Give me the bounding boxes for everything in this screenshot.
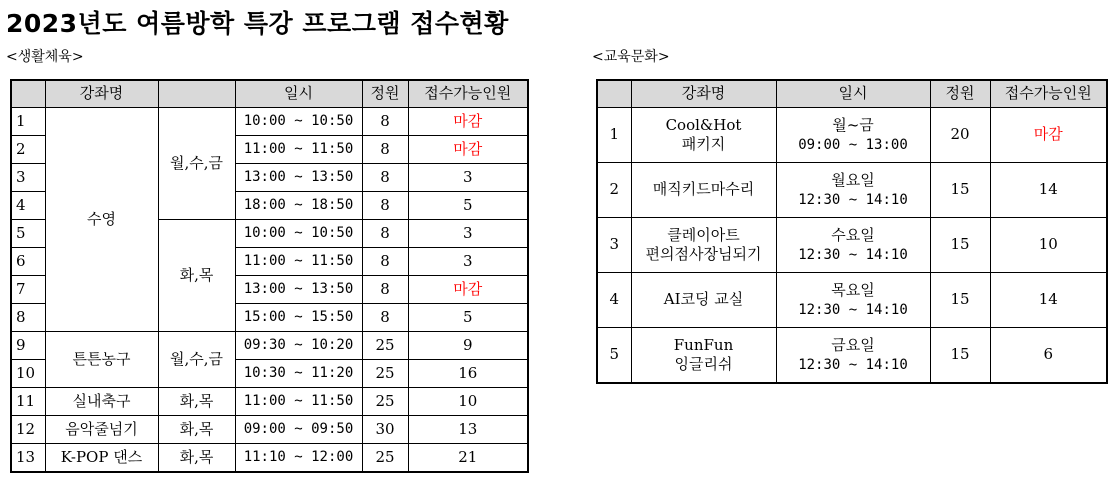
schedule-day: 수요일 xyxy=(831,226,875,245)
schedule-time: 13:00 ~ 13:50 xyxy=(235,276,362,304)
available-count: 3 xyxy=(408,248,528,276)
available-count: 3 xyxy=(408,220,528,248)
schedule-time: 09:00 ~ 13:00 xyxy=(798,136,908,153)
table-header-row xyxy=(597,80,1107,108)
schedule-time: 11:00 ~ 11:50 xyxy=(235,388,362,416)
header-cell xyxy=(11,80,45,108)
table-row xyxy=(11,332,528,360)
header-schedule: 일시 xyxy=(235,80,362,108)
available-count: 16 xyxy=(408,360,528,388)
table-row xyxy=(11,444,528,473)
row-number: 8 xyxy=(11,304,45,332)
table-row xyxy=(11,416,528,444)
available-count: 13 xyxy=(408,416,528,444)
course-name-line1: FunFun xyxy=(673,335,734,354)
available-count: 14 xyxy=(990,163,1107,218)
row-number: 6 xyxy=(11,248,45,276)
header-capacity: 정원 xyxy=(930,80,990,108)
section-label-sports: <생활체육> xyxy=(6,49,84,65)
table-header-row xyxy=(11,80,528,108)
row-number: 4 xyxy=(11,192,45,220)
row-number: 7 xyxy=(11,276,45,304)
schedule-time: 12:30 ~ 14:10 xyxy=(798,246,908,263)
course-name: 음악줄넘기 xyxy=(45,416,158,444)
capacity: 8 xyxy=(362,276,408,304)
schedule xyxy=(776,218,930,273)
schedule-day: 월요일 xyxy=(831,171,875,190)
available-count: 마감 xyxy=(408,136,528,164)
capacity: 8 xyxy=(362,192,408,220)
row-number: 3 xyxy=(11,164,45,192)
header-schedule: 일시 xyxy=(776,80,930,108)
row-number: 4 xyxy=(597,273,631,328)
schedule-time: 11:10 ~ 12:00 xyxy=(235,444,362,473)
schedule-time: 09:00 ~ 09:50 xyxy=(235,416,362,444)
course-days: 화,목 xyxy=(158,416,235,444)
available-count: 21 xyxy=(408,444,528,473)
capacity: 15 xyxy=(930,218,990,273)
header-cell xyxy=(597,80,631,108)
schedule-time: 09:30 ~ 10:20 xyxy=(235,332,362,360)
available-count: 마감 xyxy=(408,276,528,304)
schedule xyxy=(776,328,930,384)
capacity: 20 xyxy=(930,108,990,163)
course-days: 월,수,금 xyxy=(158,332,235,388)
schedule-time: 10:30 ~ 11:20 xyxy=(235,360,362,388)
education-schedule-table xyxy=(596,79,1108,384)
capacity: 25 xyxy=(362,360,408,388)
course-days: 화,목 xyxy=(158,220,235,332)
schedule-time: 10:00 ~ 10:50 xyxy=(235,220,362,248)
table-row xyxy=(597,218,1107,273)
row-number: 1 xyxy=(11,108,45,136)
row-number: 12 xyxy=(11,416,45,444)
course-days: 화,목 xyxy=(158,388,235,416)
course-name xyxy=(631,163,776,218)
row-number: 9 xyxy=(11,332,45,360)
schedule-time: 11:00 ~ 11:50 xyxy=(235,136,362,164)
schedule xyxy=(776,108,930,163)
schedule-day: 월~금 xyxy=(832,116,874,135)
course-name xyxy=(631,328,776,384)
header-available: 접수가능인원 xyxy=(990,80,1107,108)
table-row xyxy=(11,388,528,416)
schedule-time: 10:00 ~ 10:50 xyxy=(235,108,362,136)
schedule-time: 12:30 ~ 14:10 xyxy=(798,191,908,208)
available-count: 5 xyxy=(408,192,528,220)
available-count: 10 xyxy=(408,388,528,416)
row-number: 5 xyxy=(11,220,45,248)
row-number: 11 xyxy=(11,388,45,416)
course-name-line2: 잉글리쉬 xyxy=(674,355,733,373)
available-count: 마감 xyxy=(990,108,1107,163)
capacity: 30 xyxy=(362,416,408,444)
row-number: 2 xyxy=(597,163,631,218)
capacity: 8 xyxy=(362,164,408,192)
schedule-time: 13:00 ~ 13:50 xyxy=(235,164,362,192)
header-course: 강좌명 xyxy=(631,80,776,108)
page-title: 2023년도 여름방학 특강 프로그램 접수현황 xyxy=(6,9,509,38)
header-cell xyxy=(158,80,235,108)
sports-schedule-table xyxy=(10,79,529,473)
capacity: 8 xyxy=(362,108,408,136)
course-name-line1: AI코딩 교실 xyxy=(663,290,744,309)
schedule-day: 금요일 xyxy=(831,336,875,355)
schedule-time: 12:30 ~ 14:10 xyxy=(798,356,908,373)
row-number: 1 xyxy=(597,108,631,163)
row-number: 5 xyxy=(597,328,631,384)
capacity: 8 xyxy=(362,220,408,248)
section-label-education: <교육문화> xyxy=(592,49,670,65)
row-number: 3 xyxy=(597,218,631,273)
row-number: 10 xyxy=(11,360,45,388)
course-name-line1: 클레이아트 xyxy=(667,225,740,244)
course-name-line2: 편의점사장님되기 xyxy=(645,245,762,263)
course-name: 수영 xyxy=(45,108,158,332)
course-days: 월,수,금 xyxy=(158,108,235,220)
capacity: 8 xyxy=(362,304,408,332)
capacity: 15 xyxy=(930,328,990,384)
capacity: 25 xyxy=(362,388,408,416)
schedule-time: 12:30 ~ 14:10 xyxy=(798,301,908,318)
course-days: 화,목 xyxy=(158,444,235,473)
capacity: 8 xyxy=(362,136,408,164)
table-row xyxy=(597,273,1107,328)
header-available: 접수가능인원 xyxy=(408,80,528,108)
table-row xyxy=(597,108,1107,163)
capacity: 25 xyxy=(362,332,408,360)
capacity: 15 xyxy=(930,273,990,328)
course-name xyxy=(631,218,776,273)
schedule-day: 목요일 xyxy=(831,281,875,300)
schedule-time: 15:00 ~ 15:50 xyxy=(235,304,362,332)
course-name-line2: 패키지 xyxy=(681,135,726,153)
available-count: 9 xyxy=(408,332,528,360)
schedule-time: 11:00 ~ 11:50 xyxy=(235,248,362,276)
course-name-line1: Cool&Hot xyxy=(665,115,742,134)
available-count: 14 xyxy=(990,273,1107,328)
schedule-time: 18:00 ~ 18:50 xyxy=(235,192,362,220)
available-count: 마감 xyxy=(408,108,528,136)
table-row xyxy=(597,163,1107,218)
capacity: 25 xyxy=(362,444,408,473)
course-name xyxy=(631,108,776,163)
table-row xyxy=(597,328,1107,384)
available-count: 6 xyxy=(990,328,1107,384)
schedule xyxy=(776,163,930,218)
available-count: 5 xyxy=(408,304,528,332)
course-name: K-POP 댄스 xyxy=(45,444,158,473)
course-name xyxy=(631,273,776,328)
row-number: 2 xyxy=(11,136,45,164)
header-capacity: 정원 xyxy=(362,80,408,108)
course-name-line1: 매직키드마수리 xyxy=(652,180,755,199)
schedule xyxy=(776,273,930,328)
available-count: 10 xyxy=(990,218,1107,273)
header-course: 강좌명 xyxy=(45,80,158,108)
table-row xyxy=(11,108,528,136)
course-name: 실내축구 xyxy=(45,388,158,416)
row-number: 13 xyxy=(11,444,45,473)
capacity: 15 xyxy=(930,163,990,218)
capacity: 8 xyxy=(362,248,408,276)
course-name: 튼튼농구 xyxy=(45,332,158,388)
available-count: 3 xyxy=(408,164,528,192)
